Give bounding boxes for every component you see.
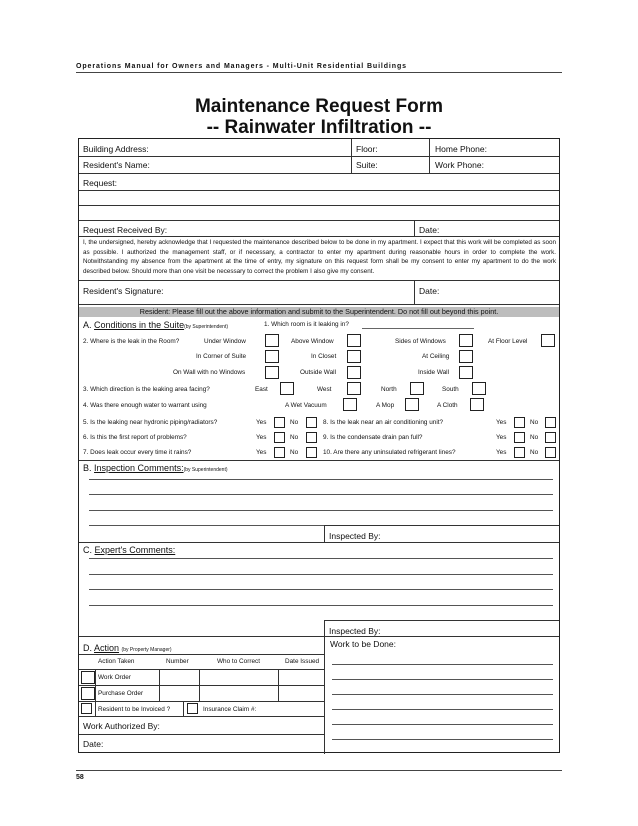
resident-signature-label: Resident's Signature: xyxy=(83,286,164,296)
q7-yes-label: Yes xyxy=(256,449,267,456)
corner-suite-label: In Corner of Suite xyxy=(196,353,247,360)
work-order-checkbox[interactable] xyxy=(81,671,95,684)
ceiling-label: At Ceiling xyxy=(422,353,450,360)
q10-label: 10. Are there any uninsulated refrigerant lines? xyxy=(323,449,456,456)
south-checkbox[interactable] xyxy=(472,382,486,395)
q9-label: 9. Is the condensate drain pan full? xyxy=(323,434,423,441)
received-date-label: Date: xyxy=(419,225,440,235)
q5-label: 5. Is the leaking near hydronic piping/radiators? xyxy=(83,419,218,426)
section-b-heading: B. Inspection Comments:(by Superintendent) xyxy=(83,463,228,473)
page-number: 58 xyxy=(76,774,84,781)
mop-checkbox[interactable] xyxy=(405,398,419,411)
maintenance-form xyxy=(78,138,560,753)
q5-yes-checkbox[interactable] xyxy=(274,417,285,428)
outside-wall-label: Outside Wall xyxy=(300,369,336,376)
q7-label: 7. Does leak occur every time it rains? xyxy=(83,449,192,456)
resident-name-label: Resident's Name: xyxy=(83,160,150,170)
q6-no-checkbox[interactable] xyxy=(306,432,317,443)
east-checkbox[interactable] xyxy=(280,382,294,395)
above-window-label: Above Window xyxy=(291,338,334,345)
q10-yes-label: Yes xyxy=(496,449,507,456)
q6-yes-label: Yes xyxy=(256,434,267,441)
home-phone-label: Home Phone: xyxy=(435,144,487,154)
under-window-label: Under Window xyxy=(204,338,246,345)
building-address-label: Building Address: xyxy=(83,144,149,154)
q10-no-checkbox[interactable] xyxy=(545,447,556,458)
q10-no-label: No xyxy=(530,449,539,456)
sides-windows-label: Sides of Windows xyxy=(395,338,446,345)
floor-level-label: At Floor Level xyxy=(488,338,528,345)
closet-checkbox[interactable] xyxy=(347,350,361,363)
floor-label: Floor: xyxy=(356,144,378,154)
q7-yes-checkbox[interactable] xyxy=(274,447,285,458)
outside-wall-checkbox[interactable] xyxy=(347,366,361,379)
west-label: West xyxy=(317,386,332,393)
inside-wall-checkbox[interactable] xyxy=(459,366,473,379)
request-received-by-label: Request Received By: xyxy=(83,225,168,235)
under-window-checkbox[interactable] xyxy=(265,334,279,347)
q9-no-checkbox[interactable] xyxy=(545,432,556,443)
q8-label: 8. Is the leak near an air conditioning unit? xyxy=(323,419,444,426)
north-checkbox[interactable] xyxy=(410,382,424,395)
q9-yes-label: Yes xyxy=(496,434,507,441)
form-subtitle: -- Rainwater Infiltration -- xyxy=(206,117,432,138)
wall-no-windows-label: On Wall with no Windows xyxy=(173,369,246,376)
q9-yes-checkbox[interactable] xyxy=(514,432,525,443)
q3-label: 3. Which direction is the leaking area facing? xyxy=(83,386,210,393)
request-label: Request: xyxy=(83,178,118,188)
q5-no-checkbox[interactable] xyxy=(306,417,317,428)
section-c-heading: C. Expert's Comments: xyxy=(83,545,176,555)
work-authorized-by-label: Work Authorized By: xyxy=(83,721,160,731)
q6-no-label: No xyxy=(290,434,299,441)
insurance-claim-checkbox[interactable] xyxy=(187,703,198,714)
instruction-banner: Resident: Please fill out the above information and submit to the Superintendent. Do not fill out beyond this point. xyxy=(79,307,559,317)
q2-label: 2. Where is the leak in the Room? xyxy=(83,338,180,345)
form-title: Maintenance Request Form xyxy=(194,96,444,117)
resident-invoiced-label: Resident to be Invoiced ? xyxy=(98,706,171,713)
q10-yes-checkbox[interactable] xyxy=(514,447,525,458)
north-label: North xyxy=(381,386,397,393)
manual-header: Operations Manual for Owners and Managers - Multi-Unit Residential Buildings xyxy=(76,63,407,70)
above-window-checkbox[interactable] xyxy=(347,334,361,347)
wet-vacuum-label: A Wet Vacuum xyxy=(285,402,327,409)
ceiling-checkbox[interactable] xyxy=(459,350,473,363)
q8-no-checkbox[interactable] xyxy=(545,417,556,428)
header-rule xyxy=(76,72,562,73)
sides-windows-checkbox[interactable] xyxy=(459,334,473,347)
q6-label: 6. Is this the first report of problems? xyxy=(83,434,187,441)
cloth-checkbox[interactable] xyxy=(470,398,484,411)
q5-yes-label: Yes xyxy=(256,419,267,426)
work-order-label: Work Order xyxy=(98,674,131,681)
q1-label: 1. Which room is it leaking in? xyxy=(264,321,349,328)
acknowledgement-text: I, the undersigned, hereby acknowledge that I requested the maintenance described below to be done in my apartment. I expect that this work will be completed as soon as possible. I authorized the management staff, or if necessary, a contractor to enter my apartment during reasonable hours in order to complete the work. Notwithstanding my absence from the apartment at the time of entry, my signature on this request form shall be my consent to enter my apartment to do the work described below. Should more than one visit be necessary to correct the problem I also give my consent. xyxy=(83,239,556,275)
mop-label: A Mop xyxy=(376,402,395,409)
footer-rule xyxy=(76,770,562,771)
resident-invoiced-checkbox[interactable] xyxy=(81,703,92,714)
floor-level-checkbox[interactable] xyxy=(541,334,555,347)
suite-label: Suite: xyxy=(356,160,378,170)
purchase-order-checkbox[interactable] xyxy=(81,687,95,700)
work-to-be-done-label: Work to be Done: xyxy=(330,639,396,649)
col-number: Number xyxy=(166,658,189,665)
col-date-issued: Date Issued xyxy=(285,658,320,665)
q7-no-label: No xyxy=(290,449,299,456)
closet-label: In Closet xyxy=(311,353,337,360)
cloth-label: A Cloth xyxy=(437,402,458,409)
q8-yes-label: Yes xyxy=(496,419,507,426)
inside-wall-label: Inside Wall xyxy=(418,369,450,376)
q9-no-label: No xyxy=(530,434,539,441)
purchase-order-label: Purchase Order xyxy=(98,690,144,697)
q8-yes-checkbox[interactable] xyxy=(514,417,525,428)
q5-no-label: No xyxy=(290,419,299,426)
signature-date-label: Date: xyxy=(419,286,440,296)
wet-vacuum-checkbox[interactable] xyxy=(343,398,357,411)
south-label: South xyxy=(442,386,459,393)
col-who-to-correct: Who to Correct xyxy=(217,658,260,665)
action-date-label: Date: xyxy=(83,739,104,749)
q6-yes-checkbox[interactable] xyxy=(274,432,285,443)
col-action-taken: Action Taken xyxy=(98,658,135,665)
q7-no-checkbox[interactable] xyxy=(306,447,317,458)
corner-suite-checkbox[interactable] xyxy=(265,350,279,363)
q4-label: 4. Was there enough water to warrant using xyxy=(83,402,207,409)
west-checkbox[interactable] xyxy=(347,382,361,395)
work-phone-label: Work Phone: xyxy=(435,160,484,170)
wall-no-windows-checkbox[interactable] xyxy=(265,366,279,379)
section-a-heading: A. Conditions in the Suite(by Superintendent) xyxy=(83,320,229,330)
insurance-claim-label: Insurance Claim #: xyxy=(203,706,257,713)
east-label: East xyxy=(255,386,268,393)
section-b-inspected-by: Inspected By: xyxy=(329,531,381,541)
q8-no-label: No xyxy=(530,419,539,426)
section-c-inspected-by: Inspected By: xyxy=(329,626,381,636)
section-d-heading: D. Action (by Property Manager) xyxy=(83,643,172,653)
